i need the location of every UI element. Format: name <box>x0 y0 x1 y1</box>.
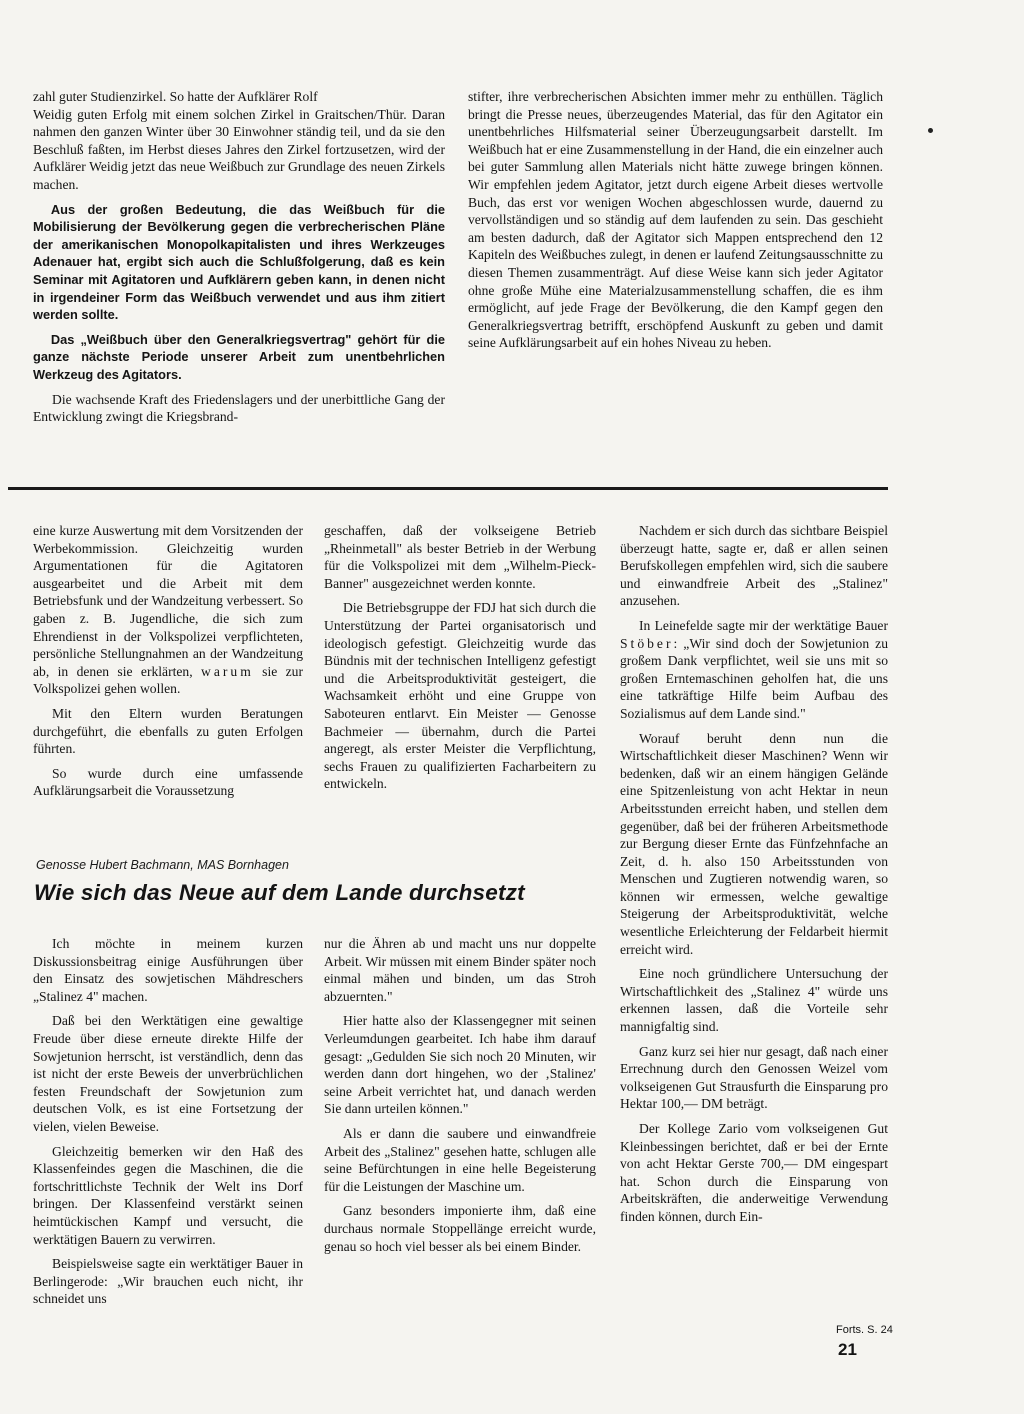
paragraph: Gleichzeitig bemerken wir den Haß des Klassenfeindes gegen die Maschinen, die die fortschrittlichste Technik der Welt ins Dorf bringen. Der Klassenfeind verstärkt seinen heimtückischen Kampf und versucht, die werktätigen Bauern zu verwirren. <box>33 1143 303 1247</box>
paragraph: Der Kollege Zario vom volkseigenen Gut Kleinbessingen berichtet, daß er bei der Ernte von acht Hektar Gerste 700,— DM eingespart hat. Schon durch die Einsparung von Arbeitskräften, die anderweitige Verwendung finden können, durch Ein- <box>620 1121 888 1224</box>
paragraph: Ganz besonders imponierte ihm, daß eine durchaus normale Stoppellänge erreicht wurde, genau so hoch viel besser als bei einem Binder. <box>324 1203 596 1254</box>
paragraph: Ganz kurz sei hier nur gesagt, daß nach einer Errechnung durch den Genossen Weizel vom volkseigenen Gut Strausfurth die Einsparung pro Hektar 100,— DM beträgt. <box>620 1043 888 1112</box>
paragraph: Worauf beruht denn nun die Wirtschaftlichkeit dieser Maschinen? Wenn wir bedenken, daß wir an einem hängigen Gelände eine Spitzenleistung von acht Hektar in neun Arbeitsstunden erreicht haben, und stellen dem gegenüber, daß bei der früheren Arbeitsmethode zur Bergung dieser Ernte das Fünfzehnfache an Zeit, d. h. also 150 Arbeitsstunden von Menschen und Zugtieren notwendig waren, so können wir ermessen, welche gewaltige Steigerung der Arbeitsproduktivität, welche wesentliche Erleichterung der Feldarbeit hiermit erreicht wird. <box>620 730 888 957</box>
paragraph: stifter, ihre verbrecherischen Absichten immer mehr zu enthüllen. Täglich bringt die Presse neues, überzeugendes Material, das für den Agitator ein unentbehrliches Hilfsmaterial seiner Überzeugungsarbeit darstellt. Im Weißbuch hat er eine Zusammenstellung in der Hand, die ein einzelner auch bei guter Sammlung allen Materials nicht hätte zuwege bringen können. Wir empfehlen jedem Agitator, jetzt durch eigene Arbeit dieses wertvolle Buch, das erst vor wenigen Wochen abgeschlossen wurde, dauernd zu vervollständigen und so ständig auf dem laufenden zu sein. Das geschieht am besten dadurch, daß der Agitator sich Mappen entsprechend den 12 Kapiteln des Weißbuches zulegt, in denen er laufend Zeitungsausschnitte zu diesen Themen zusammenträgt. Auf diese Weise kann sich jeder Agitator ohne große Mühe eine Materialzusammenstellung schaffen, die es ihm ermöglicht, auf jede Frage der Bevölkerung, die den Kampf gegen den Generalkriegsvertrag betrifft, erschöpfend Auskunft zu geben und damit seine Aufklärungsarbeit auf ein hohes Niveau zu heben. <box>468 89 883 351</box>
paragraph: So wurde durch eine umfassende Aufklärungsarbeit die Voraussetzung <box>33 765 303 799</box>
page-number: 21 <box>838 1340 857 1359</box>
paragraph: Die wachsende Kraft des Friedenslagers und der unerbittliche Gang der Entwicklung zwingt die Kriegsbrand- <box>33 391 445 425</box>
section-divider <box>8 487 888 490</box>
paragraph: Hier hatte also der Klassengegner mit seinen Verleumdungen gearbeitet. Ich habe ihm darauf gesagt: „Gedulden Sie sich noch 20 Minuten, wir werden dann dort hingehen, wo der ‚Stalinez' seine Arbeit verrichtet hat, und danach werden Sie dann urteilen können." <box>324 1013 596 1117</box>
paragraph: nur die Ähren ab und macht uns nur doppelte Arbeit. Wir müssen mit einem Binder später noch einmal mähen und binden, um das Stroh abzuernten." <box>324 936 596 1004</box>
emphasized-word: warum <box>201 663 254 679</box>
paragraph: Die Betriebsgruppe der FDJ hat sich durch die Unterstützung der Partei organisatorisch und ideologisch gefestigt. Gleichzeitig wurde das Bündnis mit der technischen Intelligenz gefestigt und die Arbeitsproduktivität gesteigert, die Wachsamkeit erhöht und eine Gruppe von Saboteuren entlarvt. Ein Meister — Genosse Bachmeier — übernahm, durch die Partei angeregt, als erster Meister die Verpflichtung, sechs Frauen zu qualifizierten Facharbeitern zu entwickeln. <box>324 600 596 792</box>
paragraph: geschaffen, daß der volkseigene Betrieb „Rheinmetall" als bester Betrieb in der Werbung für die Volkspolizei mit dem „Wilhelm-Pieck-Banner" ausgezeichnet werden konnte. <box>324 523 596 591</box>
paragraph: zahl guter Studienzirkel. So hatte der Aufklärer Rolf <box>33 89 318 104</box>
text-run: In Leinefelde sagte mir der werktätige Bauer <box>639 617 888 633</box>
paragraph: Mit den Eltern wurden Beratungen durchgeführt, die ebenfalls zu guten Erfolgen führten. <box>33 705 303 757</box>
article-headline: Wie sich das Neue auf dem Lande durchsetzt <box>34 880 525 905</box>
paragraph <box>620 617 888 723</box>
mid-column-3 <box>620 522 888 1233</box>
text-run: eine kurze Auswertung mit dem Vorsitzenden der Werbekommission. Gleichzeitig wurden Argumentationen für die Agitatoren ausgearbeitet und die Arbeit mit dem Betriebsfunk und der Wandzeitung verbessert. So gaben z. B. Jugendliche, die sich zum Ehrendienst in der Volkspolizei verpflichteten, persönliche Stellungnahmen an der Wandzeitung ab, in denen sie erklärten, <box>33 523 303 679</box>
mid-column-2 <box>324 522 596 800</box>
emphasized-word: Stöber <box>620 635 674 651</box>
article-byline: Genosse Hubert Bachmann, MAS Bornhagen <box>36 858 289 872</box>
mid-column-1 <box>33 522 303 807</box>
paragraph: Daß bei den Werktätigen eine gewaltige Freude über diese erneute direkte Hilfe der Sowjetunion herrscht, ist verständlich, denn das ist nicht der erste Beweis der unverbrüchlichen festen Freundschaft der Sowjetunion zum deutschen Volk, es ist eine Fortsetzung der vielen, vielen Beweise. <box>33 1013 303 1134</box>
ink-dot <box>928 128 933 133</box>
text-run: sie zur Volkspolizei gehen wollen. <box>33 663 304 697</box>
article-column-2 <box>324 935 596 1262</box>
top-right-column <box>468 88 883 359</box>
text-run: : „Wir sind doch der Sowjetunion zu großem Dank verpflichtet, weil sie uns mit so großen Erntemaschinen geholfen hat, die uns eine tatkräftige Hilfe beim Aufbau des Sozialismus auf dem Lande sind." <box>620 635 888 721</box>
paragraph: Nachdem er sich durch das sichtbare Beispiel überzeugt hatte, sagte er, daß er allen seinen Berufskollegen empfehlen wird, sich die saubere und einwandfreie Arbeit des „Stalinez" anzusehen. <box>620 523 888 609</box>
paragraph-emphasis: Das „Weißbuch über den Generalkriegsvertrag" gehört für die ganze nächste Periode unserer Arbeit zum unentbehrlichen Werkzeug des Agitators. <box>33 331 445 382</box>
top-left-column <box>33 88 445 433</box>
paragraph <box>33 522 303 698</box>
paragraph-emphasis: Aus der großen Bedeutung, die das Weißbuch für die Mobilisierung der Bevölkerung gegen die verbrecherischen Pläne der amerikanischen Monopolkapitalisten und ihres Werkzeuges Adenauer hat, ergibt sich auch die Schlußfolgerung, daß es kein Seminar mit Agitatoren und Aufklärern geben kann, in denen nicht in irgendeiner Form das Weißbuch verwendet und aus ihm zitiert werden sollte. <box>33 201 445 323</box>
article-column-1 <box>33 935 303 1315</box>
paragraph: Eine noch gründlichere Untersuchung der Wirtschaftlichkeit des „Stalinez 4" würde uns erkennen lassen, daß die Vorteile sehr mannigfaltig sind. <box>620 966 888 1035</box>
continuation-note: Forts. S. 24 <box>836 1324 893 1336</box>
paragraph: Weidig guten Erfolg mit einem solchen Zirkel in Graitschen/Thür. Daran nahmen den ganzen Winter über 30 Einwohner ständig teil, und da sie den Beschluß faßten, im Herbst dieses Jahres den Zirkel fortzusetzen, wird der Aufklärer Weidig jetzt das neue Weißbuch zur Grundlage des neuen Zirkels machen. <box>33 106 445 192</box>
paragraph: Beispielsweise sagte ein werktätiger Bauer in Berlingerode: „Wir brauchen euch nicht, ihr schneidet uns <box>33 1256 303 1307</box>
paragraph: Als er dann die saubere und einwandfreie Arbeit des „Stalinez" gesehen hatte, schlugen alle seine Befürchtungen in eine helle Begeisterung für die Leistungen der Maschine um. <box>324 1125 596 1194</box>
paragraph: Ich möchte in meinem kurzen Diskussionsbeitrag einige Ausführungen über den Einsatz des sowjetischen Mähdreschers „Stalinez 4" machen. <box>33 936 303 1004</box>
